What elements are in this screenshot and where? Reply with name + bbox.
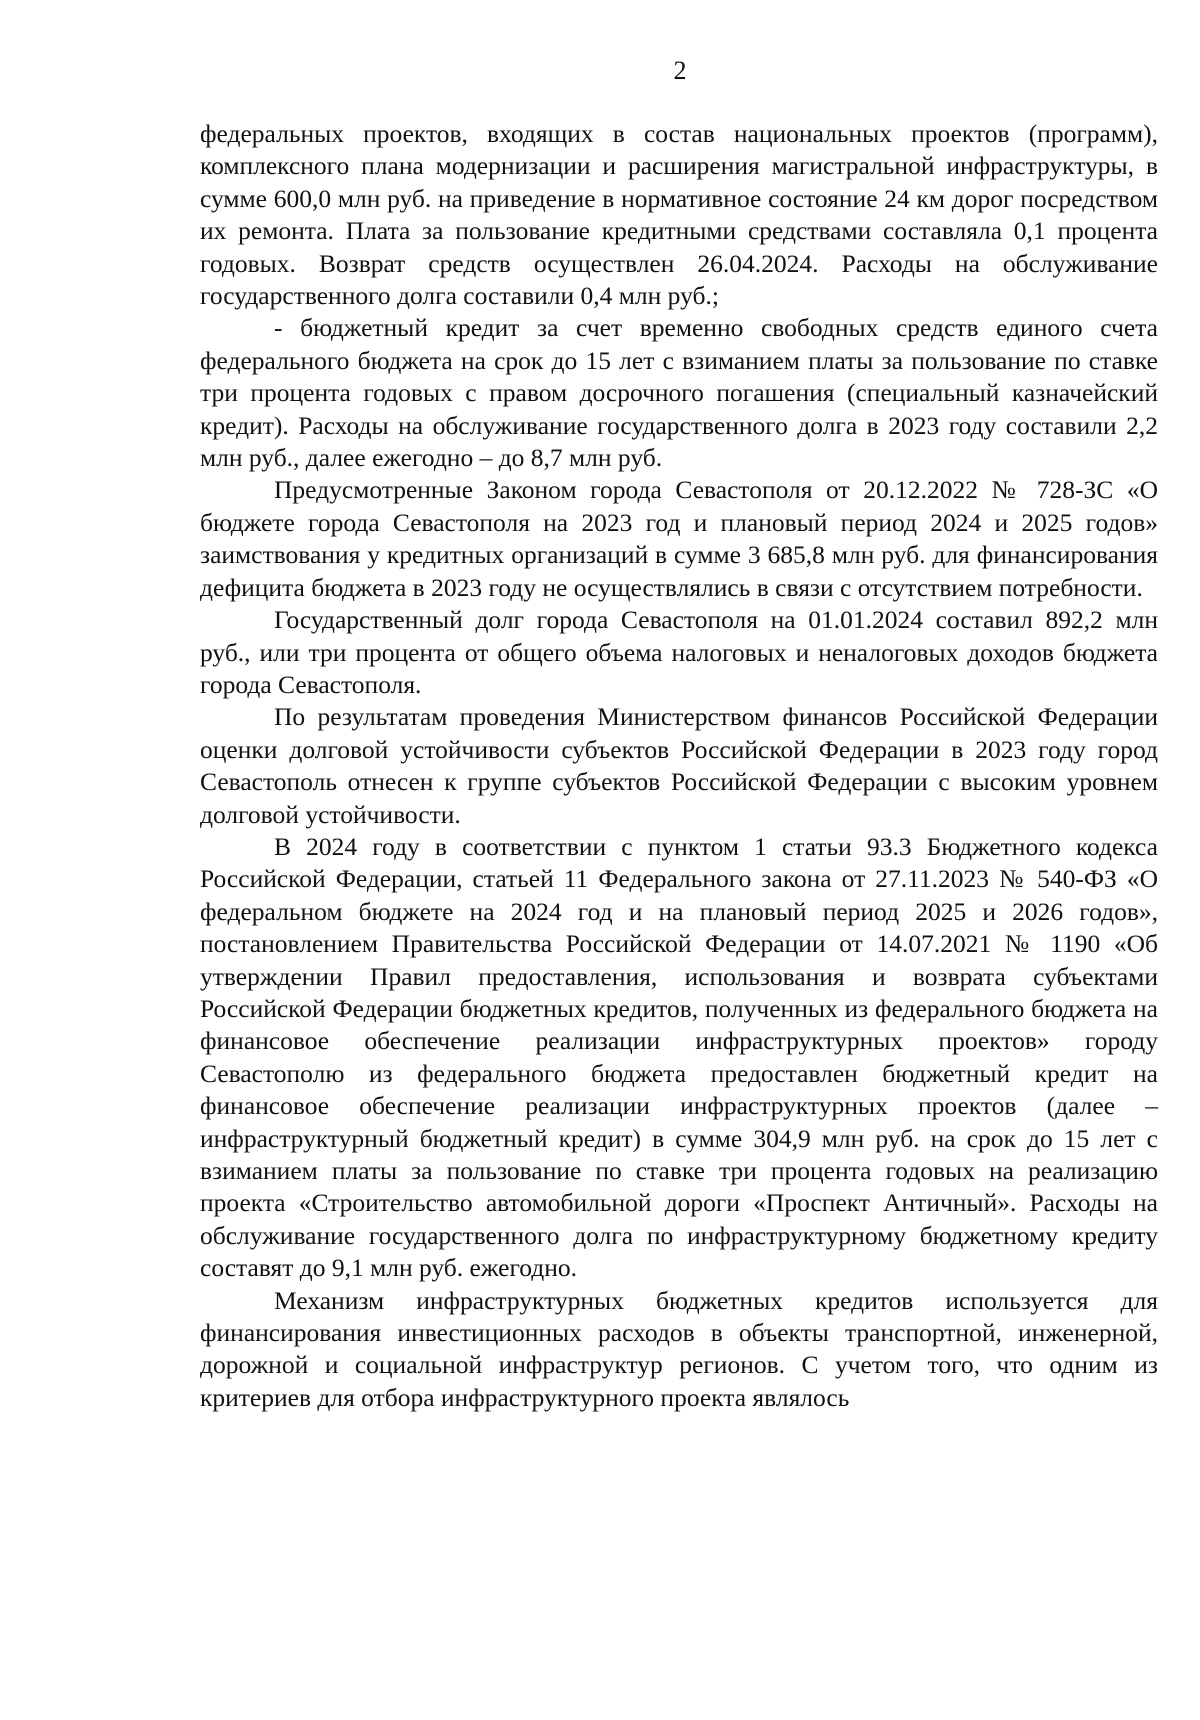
paragraph-borrowings: Предусмотренные Законом города Севастополя от 20.12.2022 № 728-ЗС «О бюджете города Севастополя на 2023 год и плановый период 2024 и 2025 годов» заимствования у кредитных организаций в сумме 3 685,8 млн руб. для финансирования дефицита бюджета в 2023 году не осуществлялись в связи с отсутствием потребности. <box>200 475 1158 602</box>
paragraph-treasury-credit: - бюджетный кредит за счет временно свободных средств единого счета федерального бюджета на срок до 15 лет с взиманием платы за пользование по ставке три процента годовых с правом досрочного погашения (специальный казначейский кредит). Расходы на обслуживание государственного долга в 2023 году составили 2,2 млн руб., далее ежегодно – до 8,7 млн руб. <box>200 313 1158 473</box>
paragraph-state-debt: Государственный долг города Севастополя на 01.01.2024 составил 892,2 млн руб., или три процента от общего объема налоговых и неналоговых доходов бюджета города Севастополя. <box>200 605 1158 699</box>
paragraph-continuation: федеральных проектов, входящих в состав национальных проектов (программ), комплексного плана модернизации и расширения магистральной инфраструктуры, в сумме 600,0 млн руб. на приведение в нормативное состояние 24 км дорог посредством их ремонта. Плата за пользование кредитными средствами составляла 0,1 процента годовых. Возврат средств осуществлен 26.04.2024. Расходы на обслуживание государственного долга составили 0,4 млн руб.; <box>200 119 1158 311</box>
paragraph-infrastructure-credit: В 2024 году в соответствии с пунктом 1 статьи 93.3 Бюджетного кодекса Российской Федерации, статьей 11 Федерального закона от 27.11.2023 № 540-ФЗ «О федеральном бюджете на 2024 год и на плановый период 2025 и 2026 годов», постановлением Правительства Российской Федерации от 14.07.2021 № 1190 «Об утверждении Правил предоставления, использования и возврата субъектами Российской Федерации бюджетных кредитов, полученных из федерального бюджета на финансовое обеспечение реализации инфраструктурных проектов» городу Севастополю из федерального бюджета предоставлен бюджетный кредит на финансовое обеспечение реализации инфраструктурных проектов (далее – инфраструктурный бюджетный кредит) в сумме 304,9 млн руб. на срок до 15 лет с взиманием платы за пользование по ставке три процента годовых на реализацию проекта «Строительство автомобильной дороги «Проспект Античный». Расходы на обслуживание государственного долга по инфраструктурному бюджетному кредиту составят до 9,1 млн руб. ежегодно. <box>200 831 1158 1283</box>
paragraph-mechanism: Механизм инфраструктурных бюджетных кредитов используется для финансирования инвестиционных расходов в объекты транспортной, инженерной, дорожной и социальной инфраструктур регионов. С учетом того, что одним из критериев для отбора инфраструктурного проекта являлось <box>200 1285 1158 1412</box>
page-number: 2 <box>673 56 687 85</box>
paragraph-debt-sustainability: По результатам проведения Министерством финансов Российской Федерации оценки долговой устойчивости субъектов Российской Федерации в 2023 году город Севастополь отнесен к группе субъектов Российской Федерации с высоким уровнем долговой устойчивости. <box>200 702 1158 829</box>
document-body <box>200 118 1158 1414</box>
